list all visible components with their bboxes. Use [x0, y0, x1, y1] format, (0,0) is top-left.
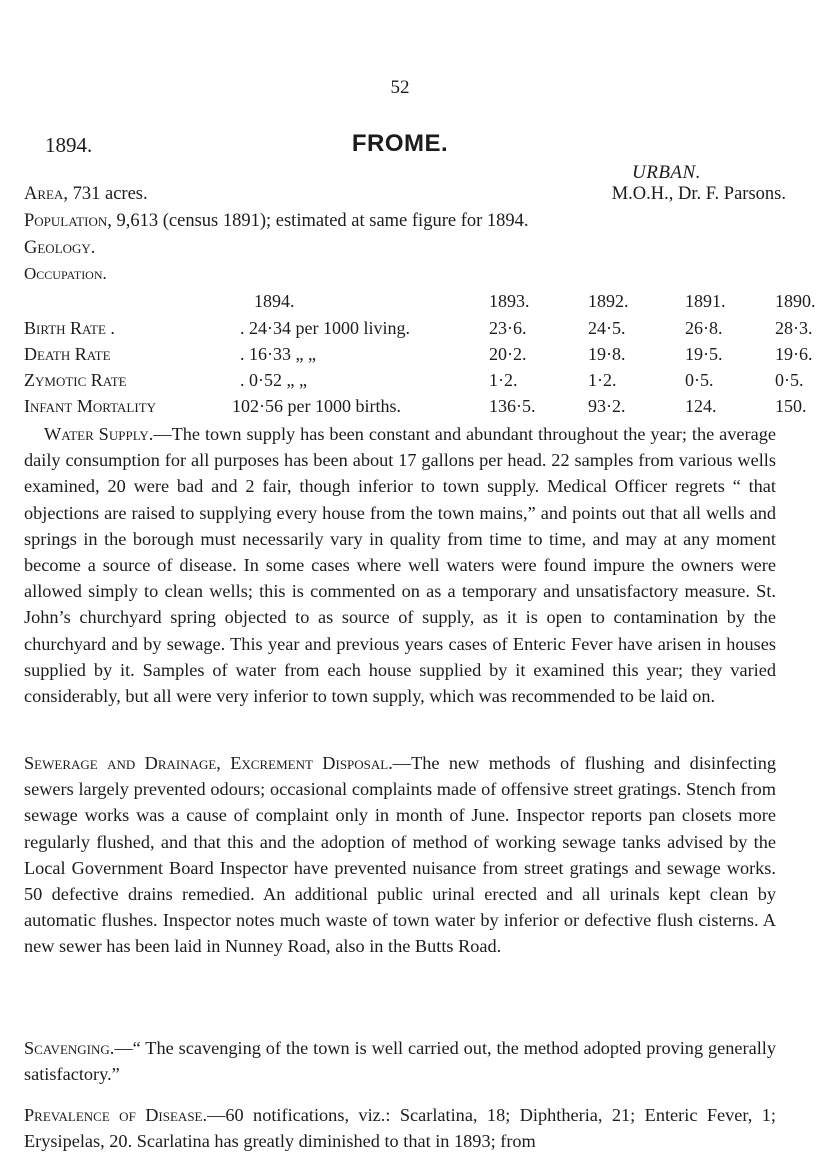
value-1894: . 24·34 per 1000 living.	[240, 318, 410, 338]
value-1891: 19·5.	[685, 344, 723, 364]
stats-row-death-rate	[0, 344, 813, 368]
scavenging-text: —“ The scavenging of the town is well carried out, the method adopted proving generally satisfactory.”	[24, 1038, 776, 1085]
population-value: 9,613 (census 1891); estimated at same figure for 1894.	[116, 211, 529, 231]
value-1890: 0·5.	[775, 370, 804, 390]
area-label: Area,	[24, 184, 68, 204]
header-1890: 1890.	[775, 291, 816, 311]
value-1893: 23·6.	[489, 318, 527, 338]
value-1893: 1·2.	[489, 370, 518, 390]
district-type: URBAN.	[632, 162, 701, 183]
value-1892: 93·2.	[588, 396, 626, 416]
report-year: 1894.	[45, 133, 93, 157]
value-1892: 1·2.	[588, 370, 617, 390]
header-1893: 1893.	[489, 291, 530, 311]
header-1891: 1891.	[685, 291, 726, 311]
header-1892: 1892.	[588, 291, 629, 311]
row-label: Zymotic Rate	[24, 370, 127, 390]
prevalence-text: —60 notifications, viz.: Scarlatina, 18; Diphtheria, 21; Enteric Fever, 1; Erysipelas, 20. Scarlatina has greatly diminished to that in 1893; from	[24, 1105, 776, 1152]
value-1894: 102·56 per 1000 births.	[232, 396, 401, 416]
medical-officer: M.O.H., Dr. F. Parsons.	[611, 184, 786, 204]
water-supply-paragraph	[24, 421, 776, 709]
population-line	[24, 211, 529, 232]
stats-row-birth-rate	[0, 318, 813, 342]
sewerage-paragraph	[24, 750, 776, 960]
prevalence-paragraph	[24, 1102, 776, 1154]
scavenging-paragraph	[24, 1035, 776, 1087]
sewerage-text: —The new methods of flushing and disinfecting sewers largely prevented odours; occasional complaints made of offensive street gratings. Stench from sewage works was a cause of complaint only in month of June. Inspector reports pan closets more regularly flushed, and that this and the adoption of method of working sewage tanks advised by the Local Government Board Inspector have prevented nuisance from street gratings and sewage works. 50 defective drains remedied. An additional public urinal erected and all urinals kept clean by automatic flushes. Inspector notes much waste of town water by inferior or defective flush cisterns. A new sewer has been laid in Nunney Road, also in the Butts Road.	[24, 753, 776, 957]
geology-label: Geology.	[24, 238, 96, 258]
value-1893: 20·2.	[489, 344, 527, 364]
value-1894: . 16·33 „ „	[240, 344, 316, 364]
value-1894: . 0·52 „ „	[240, 370, 307, 390]
stats-row-zymotic-rate	[0, 370, 804, 394]
area-line	[24, 184, 148, 205]
row-label: Birth Rate .	[24, 318, 115, 338]
water-supply-text: —The town supply has been constant and abundant throughout the year; the average daily consumption for all purposes has been about 17 gallons per head. 22 samples from various wells examined, 20 were bad and 2 fair, though inferior to town supply. Medical Officer regrets “ that objections are raised to supplying every house from the town mains,” and points out that all wells and springs in the borough must necessarily vary in quality from time to time, and may at any moment become a source of disease. In some cases where well waters were found impure the owners were allowed simply to clean wells; this is commented on as a temporary and unsatisfactory measure. St. John’s churchyard spring objected to as source of supply, as it is open to contamination by the churchyard and by sewage. This year and previous years cases of Enteric Fever have arisen in houses supplied by it. Samples of water from each house supplied by it examined this year; they varied considerably, but all were very inferior to town supply, which was recommended to be laid on.	[24, 424, 776, 707]
value-1890: 19·6.	[775, 344, 813, 364]
area-value: 731 acres.	[72, 184, 148, 204]
value-1890: 28·3.	[775, 318, 813, 338]
prevalence-heading: Prevalence of Disease.	[24, 1105, 208, 1125]
occupation-label: Occupation.	[24, 264, 107, 283]
row-label: Infant Mortality	[24, 396, 157, 416]
population-label: Population,	[24, 211, 112, 231]
sewerage-heading: Sewerage and Drainage, Excrement Disposal.	[24, 753, 393, 773]
value-1891: 26·8.	[685, 318, 723, 338]
stats-header-row	[0, 291, 816, 315]
stats-row-infant-mortality	[0, 396, 807, 420]
value-1892: 19·8.	[588, 344, 626, 364]
value-1893: 136·5.	[489, 396, 536, 416]
value-1890: 150.	[775, 396, 807, 416]
row-label: Death Rate	[24, 344, 111, 364]
value-1891: 124.	[685, 396, 717, 416]
value-1892: 24·5.	[588, 318, 626, 338]
town-title: FROME.	[351, 130, 449, 157]
scavenging-heading: Scavenging.	[24, 1038, 115, 1058]
water-supply-heading: Water Supply.	[44, 424, 154, 444]
value-1891: 0·5.	[685, 370, 714, 390]
header-1894: 1894.	[254, 291, 295, 311]
page-number: 52	[390, 77, 410, 98]
